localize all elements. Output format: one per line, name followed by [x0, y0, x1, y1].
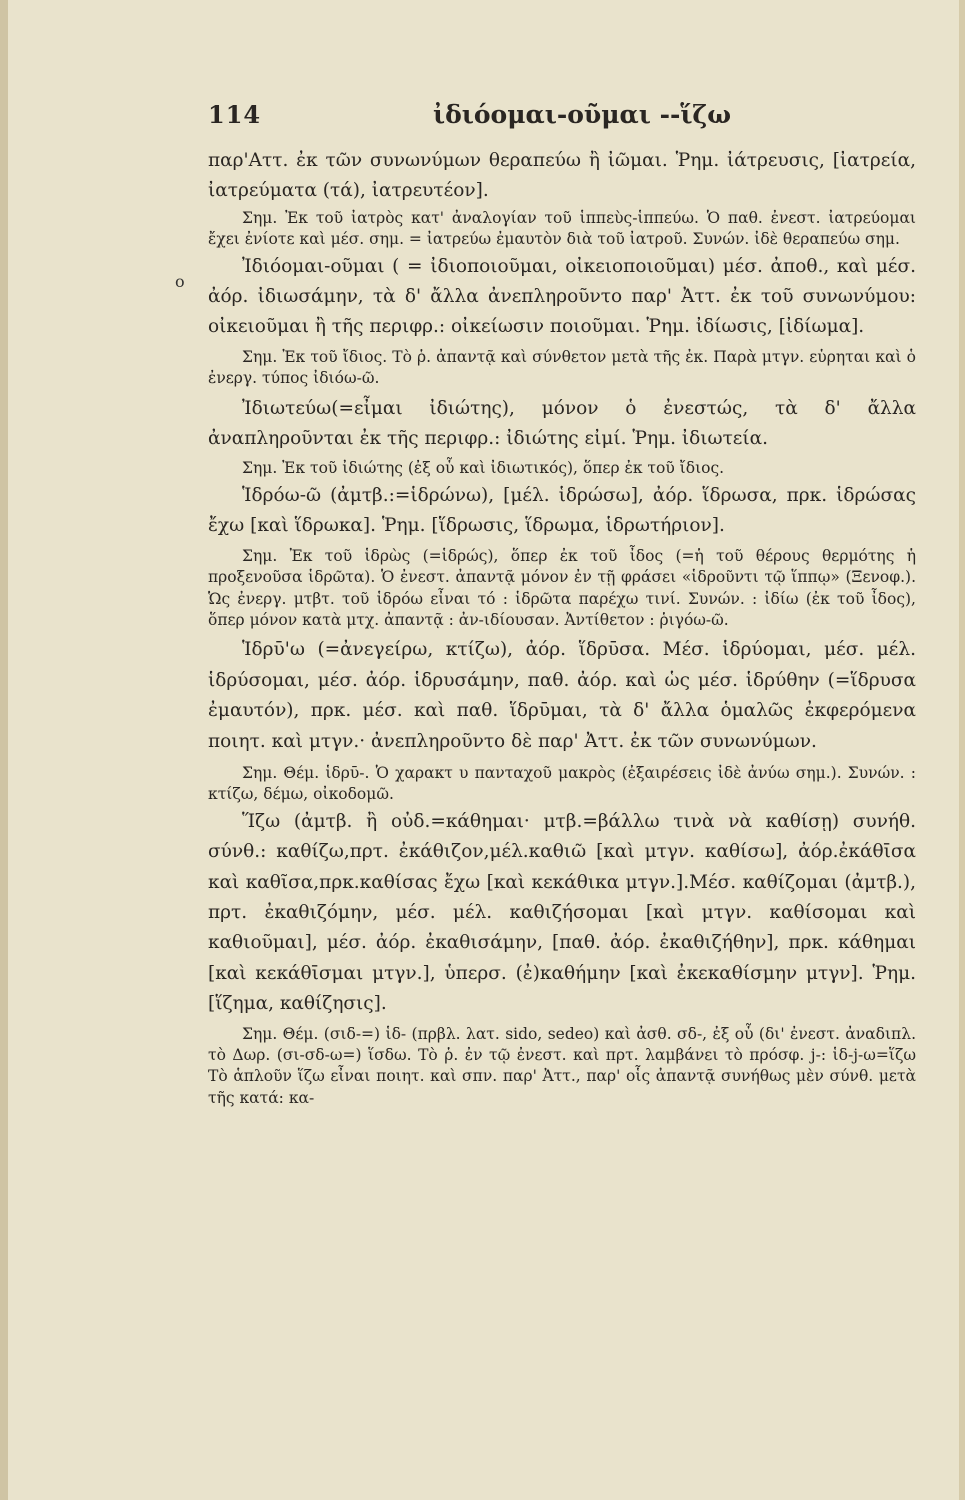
note-idryo: Σημ. Θέμ. ἱδρῡ-. Ὁ χαρακτ υ πανταχοῦ μακρὸς (ἐξαιρέσεις ἰδὲ ἀνύω σημ.). Συνών. : κτίζω, δέμω, οἰκοδομῶ. [208, 763, 916, 804]
running-title: ἰδιόομαι-οῦμαι --ἵζω [433, 100, 732, 129]
note-izo: Σημ. Θέμ. (σιδ-=) ἱδ- (πρβλ. λατ. sido, sedeo) καὶ ἀσθ. σδ-, ἐξ οὗ (δι' ἐνεστ. ἀναδιπλ. τὸ Δωρ. (σι-σδ-ω=) ἵσδω. Τὸ ῥ. ἐν τῷ ἐνεστ. καὶ πρτ. λαμβάνει τὸ πρόσφ. j-: ἱδ-j-ω=ἵζω Τὸ ἁπλοῦν ἵζω εἶναι ποιητ. καὶ σπν. παρ' Ἀττ., παρ' οἷς ἀπαντᾷ συνήθως μὲν σύνθ. μετὰ τῆς κατά: κα- [208, 1024, 916, 1107]
entry-idroo: Ἱδρόω-ῶ (ἀμτβ.:=ἱδρώνω), [μέλ. ἱδρώσω], ἀόρ. ἵδρωσα, πρκ. ἱδρώσας ἔχω [καὶ ἵδρωκα]. Ῥημ. [ἵδρωσις, ἵδρωμα, ἱδρωτήριον]. [208, 484, 916, 537]
note-iatreuo: Σημ. Ἐκ τοῦ ἰατρὸς κατ' ἀναλογίαν τοῦ ἱππεὺς-ἱππεύω. Ὁ παθ. ἐνεστ. ἰατρεύομαι ἔχει ἐνίοτε καὶ μέσ. σημ. = ἰατρεύω ἐμαυτὸν διὰ τοῦ ἰατροῦ. Συνών. ἰδὲ θεραπεύω σημ. [208, 208, 916, 249]
paragraph-iatreuo-end: παρ'Αττ. ἐκ τῶν συνωνύμων θεραπεύω ἢ ἰῶμαι. Ῥημ. ἰάτρευσις, [ἰατρεία, ἰατρεύματα (τά), ἰατρευτέον]. [208, 150, 916, 202]
margin-mark: o [175, 272, 185, 291]
entry-idioomai: Ἰδιόομαι-οῦμαι ( = ἰδιοποιοῦμαι, οἰκειοποιοῦμαι) μέσ. ἀποθ., καὶ μέσ. ἀόρ. ἰδιωσάμην, τὰ δ' ἄλλα ἀνεπληροῦντο παρ' Ἀττ. ἐκ τοῦ συνωνύμου: οἰκειοῦμαι ἢ τῆς περιφρ.: οἰκείωσιν ποιοῦμαι. Ῥημ. ἰδίωσις, [ἰδίωμα]. [208, 255, 916, 338]
page-number: 114 [208, 100, 262, 129]
note-idroo: Σημ. Ἐκ τοῦ ἱδρὼς (=ἱδρώς), ὅπερ ἐκ τοῦ ἶδος (=ἡ τοῦ θέρους θερμότης ἡ προξενοῦσα ἱδρῶτα). Ὁ ἐνεστ. ἀπαντᾷ μόνον ἐν τῇ φράσει «ἱδροῦντι τῷ ἵππῳ» (Ξενοφ.). Ὡς ἐνεργ. μτβτ. τοῦ ἱδρόω εἶναι τό : ἱδρῶτα παρέχω τινί. Συνών. : ἰδίω (ἐκ τοῦ ἶδος), ὅπερ μόνον κατὰ μτχ. ἀπαντᾷ : ἀν-ιδίουσαν. Ἀντίθετον : ῥιγόω-ῶ. [208, 546, 916, 629]
entry-idioteuo: Ἰδιωτεύω(=εἶμαι ἰδιώτης), μόνον ὁ ἐνεστώς, τὰ δ' ἄλλα ἀναπληροῦνται ἐκ τῆς περιφρ.: ἰδιώτης εἰμί. Ῥημ. ἰδιωτεία. [208, 397, 916, 450]
page-header [8, 100, 965, 140]
entry-idryo: Ἱδρῡ'ω (=ἀνεγείρω, κτίζω), ἀόρ. ἵδρῡσα. Μέσ. ἱδρύομαι, μέσ. μέλ. ἱδρύσομαι, μέσ. ἀόρ. ἱδρυσάμην, παθ. ἀόρ. καὶ ὡς μέσ. ἱδρύθην (=ἵδρυσα ἐμαυτόν), πρκ. μέσ. καὶ παθ. ἵδρῡμαι, τὰ δ' ἄλλα ὁμαλῶς ἐκφερόμενα ποιητ. καὶ μτγν.· ἀνεπληροῦντο δὲ παρ' Ἀττ. ἐκ τῶν συνωνύμων. [208, 639, 916, 752]
note-idioteuo: Σημ. Ἐκ τοῦ ἰδιώτης (ἐξ οὗ καὶ ἰδιωτικός), ὅπερ ἐκ τοῦ ἴδιος. [242, 459, 725, 478]
page-body [208, 146, 916, 1109]
entry-izo: Ἵζω (ἀμτβ. ἢ οὐδ.=κάθημαι· μτβ.=βάλλω τινὰ νὰ καθίσῃ) συνήθ. σύνθ.: καθίζω,πρτ. ἐκάθιζον,μέλ.καθιῶ [καὶ μτγν. καθίσω], ἀόρ.ἐκάθῑσα καὶ καθῖσα,πρκ.καθίσας ἔχω [καὶ κεκάθικα μτγν.].Μέσ. καθίζομαι (ἀμτβ.), πρτ. ἐκαθιζόμην, μέσ. μέλ. καθιζήσομαι [καὶ μτγν. καθίσομαι καὶ καθιοῦμαι], μέσ. ἀόρ. ἐκαθισάμην, [παθ. ἀόρ. ἐκαθιζήθην], πρκ. κάθημαι [καὶ κεκάθῑσμαι μτγν.], ὑπερσ. (ἐ)καθήμην [καὶ ἐκεκαθίσμην μτγν]. Ῥημ. [ἵζημα, καθίζησις]. [208, 810, 916, 1015]
note-idioomai: Σημ. Ἐκ τοῦ ἴδιος. Τὸ ῥ. ἀπαντᾷ καὶ σύνθετον μετὰ τῆς ἐκ. Παρὰ μτγν. εὑρηται καὶ ὁ ἐνεργ. τύπος ἰδιόω-ῶ. [208, 347, 916, 388]
